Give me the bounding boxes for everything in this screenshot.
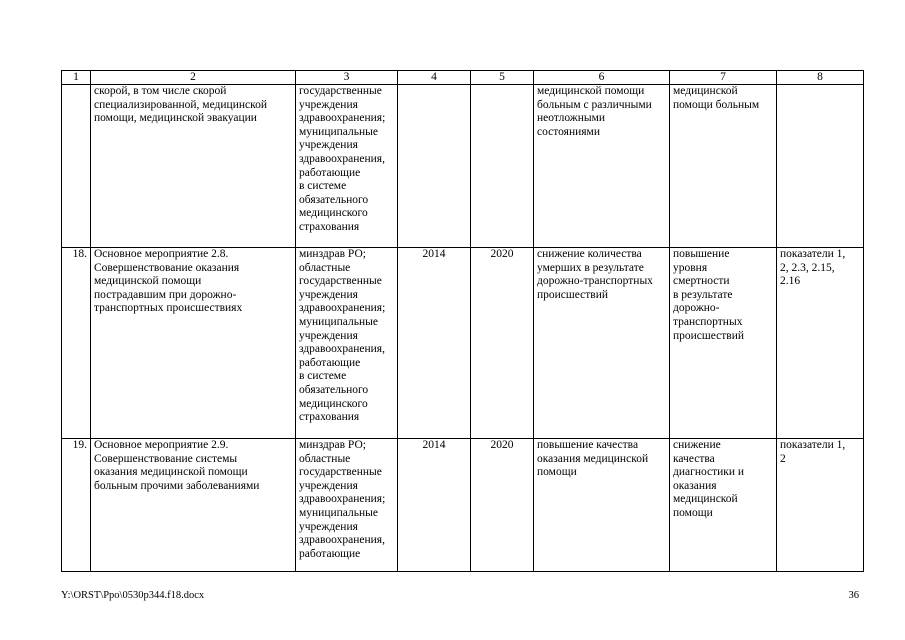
table-row	[62, 85, 864, 248]
measures-table	[61, 70, 864, 572]
column-number-cell: 1	[62, 71, 91, 85]
end-year-cell	[471, 85, 534, 248]
column-number-row	[62, 71, 864, 85]
start-year-cell: 2014	[398, 439, 471, 572]
table-row	[62, 248, 864, 439]
row-number-cell: 19.	[62, 439, 91, 572]
executor-cell: минздрав РО; областные государственные учреждения здравоохранения; муниципальные учреждения здравоохранения, работающие в системе обязательного медицинского страхования	[296, 248, 398, 439]
measure-cell: Основное мероприятие 2.8. Совершенствование оказания медицинской помощи пострадавшим при дорожно- транспортных происшествиях	[91, 248, 296, 439]
measure-cell: скорой, в том числе скорой специализированной, медицинской помощи, медицинской эвакуации	[91, 85, 296, 248]
expected-result-cell: повышение качества оказания медицинской помощи	[534, 439, 670, 572]
column-number-cell: 6	[534, 71, 670, 85]
executor-cell: государственные учреждения здравоохранения; муниципальные учреждения здравоохранения, работающие в системе обязательного медицинского страхования	[296, 85, 398, 248]
start-year-cell: 2014	[398, 248, 471, 439]
page-number: 36	[848, 590, 859, 601]
expected-result-cell: снижение количества умерших в результате дорожно-транспортных происшествий	[534, 248, 670, 439]
column-number-cell: 8	[777, 71, 864, 85]
consequence-cell: медицинской помощи больным	[670, 85, 777, 248]
table-row	[62, 439, 864, 572]
indicators-cell: показатели 1, 2, 2.3, 2.15, 2.16	[777, 248, 864, 439]
end-year-cell: 2020	[471, 439, 534, 572]
column-number-cell: 2	[91, 71, 296, 85]
start-year-cell	[398, 85, 471, 248]
column-number-cell: 3	[296, 71, 398, 85]
expected-result-cell: медицинской помощи больным с различными неотложными состояниями	[534, 85, 670, 248]
consequence-cell: повышение уровня смертности в результате дорожно- транспортных происшествий	[670, 248, 777, 439]
file-path-footer: Y:\ORST\Ppo\0530p344.f18.docx	[61, 590, 205, 601]
measure-cell: Основное мероприятие 2.9. Совершенствование системы оказания медицинской помощи больным прочими заболеваниями	[91, 439, 296, 572]
consequence-cell: снижение качества диагностики и оказания медицинской помощи	[670, 439, 777, 572]
end-year-cell: 2020	[471, 248, 534, 439]
column-number-cell: 5	[471, 71, 534, 85]
row-number-cell	[62, 85, 91, 248]
column-number-cell: 4	[398, 71, 471, 85]
row-number-cell: 18.	[62, 248, 91, 439]
column-number-cell: 7	[670, 71, 777, 85]
indicators-cell	[777, 85, 864, 248]
executor-cell: минздрав РО; областные государственные учреждения здравоохранения; муниципальные учреждения здравоохранения, работающие	[296, 439, 398, 572]
indicators-cell: показатели 1, 2	[777, 439, 864, 572]
